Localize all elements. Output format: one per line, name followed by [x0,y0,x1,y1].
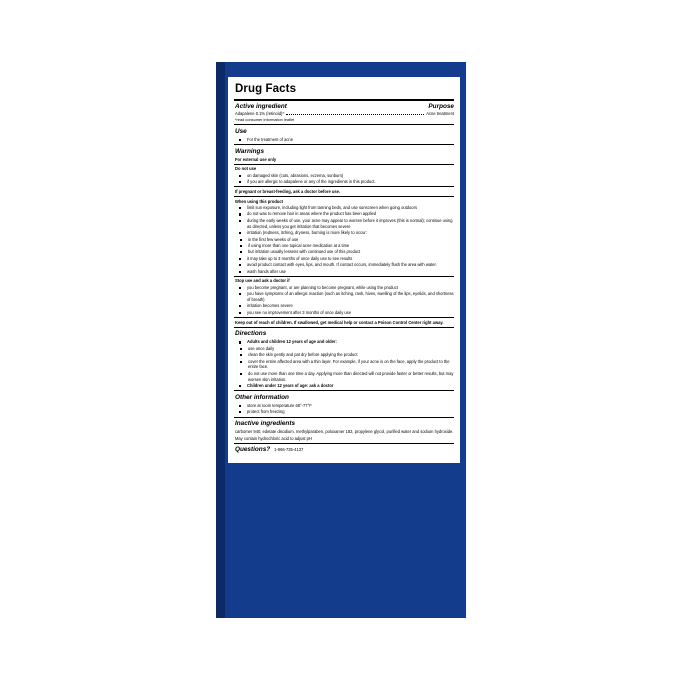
divider-keep-out-of-reach [234,317,454,318]
list-item: in the first few weeks of use [244,237,454,243]
list-item: Adults and children 12 years of age and older: [243,339,454,345]
divider-warnings [234,144,454,145]
active-ingredient-footnote: *read consumer information leaflet [235,117,295,123]
when-using-list [234,205,454,236]
stop-use-list [234,285,454,316]
warnings-heading: Warnings [235,147,264,155]
list-item: do not wax to remove hair in areas where the product has been applied [243,211,454,217]
questions-phone: 1-866-735-4137 [274,447,304,453]
questions-label: Questions? [235,446,271,454]
stop-use-heading: Stop use and ask a doctor if [235,278,290,284]
list-item: protect from freezing [243,409,454,415]
list-item: do not use more than one time a day. Applying more than directed will not provide faster or better results, but may worsen skin irritation. [244,371,454,383]
product-package-left-edge [216,62,225,618]
active-ingredient-value: Adapalene 0.1% (retinoid)* [235,111,284,117]
divider-other-information [234,390,454,391]
divider-questions [234,443,454,444]
list-item: but irritation usually lessens with continued use of this product [244,249,454,255]
divider-title [234,99,454,101]
list-item: cover the entire affected area with a thin layer. For example, if your acne is on the face, apply the product to the entire face. [244,359,454,371]
active-ingredient-header-row [235,102,454,111]
divider-inactive-ingredients [234,417,454,418]
when-using-heading: When using this product [235,198,283,204]
list-item: irritation (redness, itching, dryness, burning is more likely to occur: [243,230,454,236]
drug-facts-title: Drug Facts [235,83,297,95]
external-use-only: For external use only [235,156,277,162]
divider-use [234,124,454,125]
list-item: use once daily [244,346,454,352]
divider-stop-use [234,276,454,277]
list-item: if you are allergic to adapalene or any of the ingredients in this product. [243,179,454,185]
list-item: wash hands after use [243,269,454,275]
list-item: avoid product contact with eyes, lips, and mouth. If contact occurs, immediately flush the area with water. [243,262,454,268]
questions-row [235,445,454,454]
when-using-sublist [234,237,454,256]
list-item: store at room temperature 68°-77°F [243,403,454,409]
other-information-list [234,403,454,415]
when-using-list-continued [234,256,454,275]
list-item: limit sun exposure, including light from tanning beds, and use sunscreen when going outdoors [243,205,454,211]
inactive-ingredients-ph-note: May contain hydrochloric acid to adjust pH [235,435,312,441]
active-ingredient-heading: Active ingredient [235,103,287,111]
divider-do-not-use [234,164,454,165]
directions-adults-list [234,339,454,345]
divider-when-using [234,196,454,197]
list-item: on damaged skin (cuts, abrasions, eczema, sunburn) [243,173,454,179]
do-not-use-list [234,173,454,185]
list-item: you become pregnant, or are planning to become pregnant, while using the product [243,285,454,291]
list-item: you have symptoms of an allergic reaction (such as itching, rash, hives, swelling of the lips, eyelids, and shortness of breath) [243,291,454,303]
list-item: clean the skin gently and pat dry before applying the product [244,352,454,358]
list-item: if using more than one topical acne medication at a time [244,243,454,249]
list-item: you see no improvement after 3 months of once daily use [243,310,454,316]
purpose-value: Acne treatment [426,111,454,117]
list-item: For the treatment of acne [243,137,454,143]
pregnancy-warning: If pregnant or breast-feeding, ask a doctor before use. [235,188,341,194]
keep-out-of-reach-warning: Keep out of reach of children. If swallowed, get medical help or contact a Poison Control Center right away. [235,319,444,325]
list-item: irritation becomes severe [243,303,454,309]
use-heading: Use [235,127,247,135]
divider-directions [234,327,454,328]
other-information-heading: Other information [235,393,289,401]
do-not-use-heading: Do not use [235,166,257,172]
drug-facts-panel [228,77,460,463]
directions-heading: Directions [235,330,267,338]
use-list [234,137,454,143]
leader-dots [286,111,424,115]
list-item: during the early weeks of use, your acne may appear to worsen before it improves (this is normal); continue using as directed, unless you get irritation that becomes severe [243,218,454,230]
divider-pregnancy [234,186,454,187]
purpose-heading: Purpose [428,103,454,111]
list-item: it may take up to 3 months of once daily use to see results [243,256,454,262]
inactive-ingredients-text: carbomer 940, edetate disodium, methylparaben, poloxamer 182, propylene glycol, purified water and sodium hydroxide. [235,429,454,435]
directions-adults-sublist [234,346,454,383]
directions-children-list [234,383,454,389]
inactive-ingredients-heading: Inactive ingredients [235,420,296,428]
list-item: Children under 12 years of age: ask a doctor [243,383,454,389]
